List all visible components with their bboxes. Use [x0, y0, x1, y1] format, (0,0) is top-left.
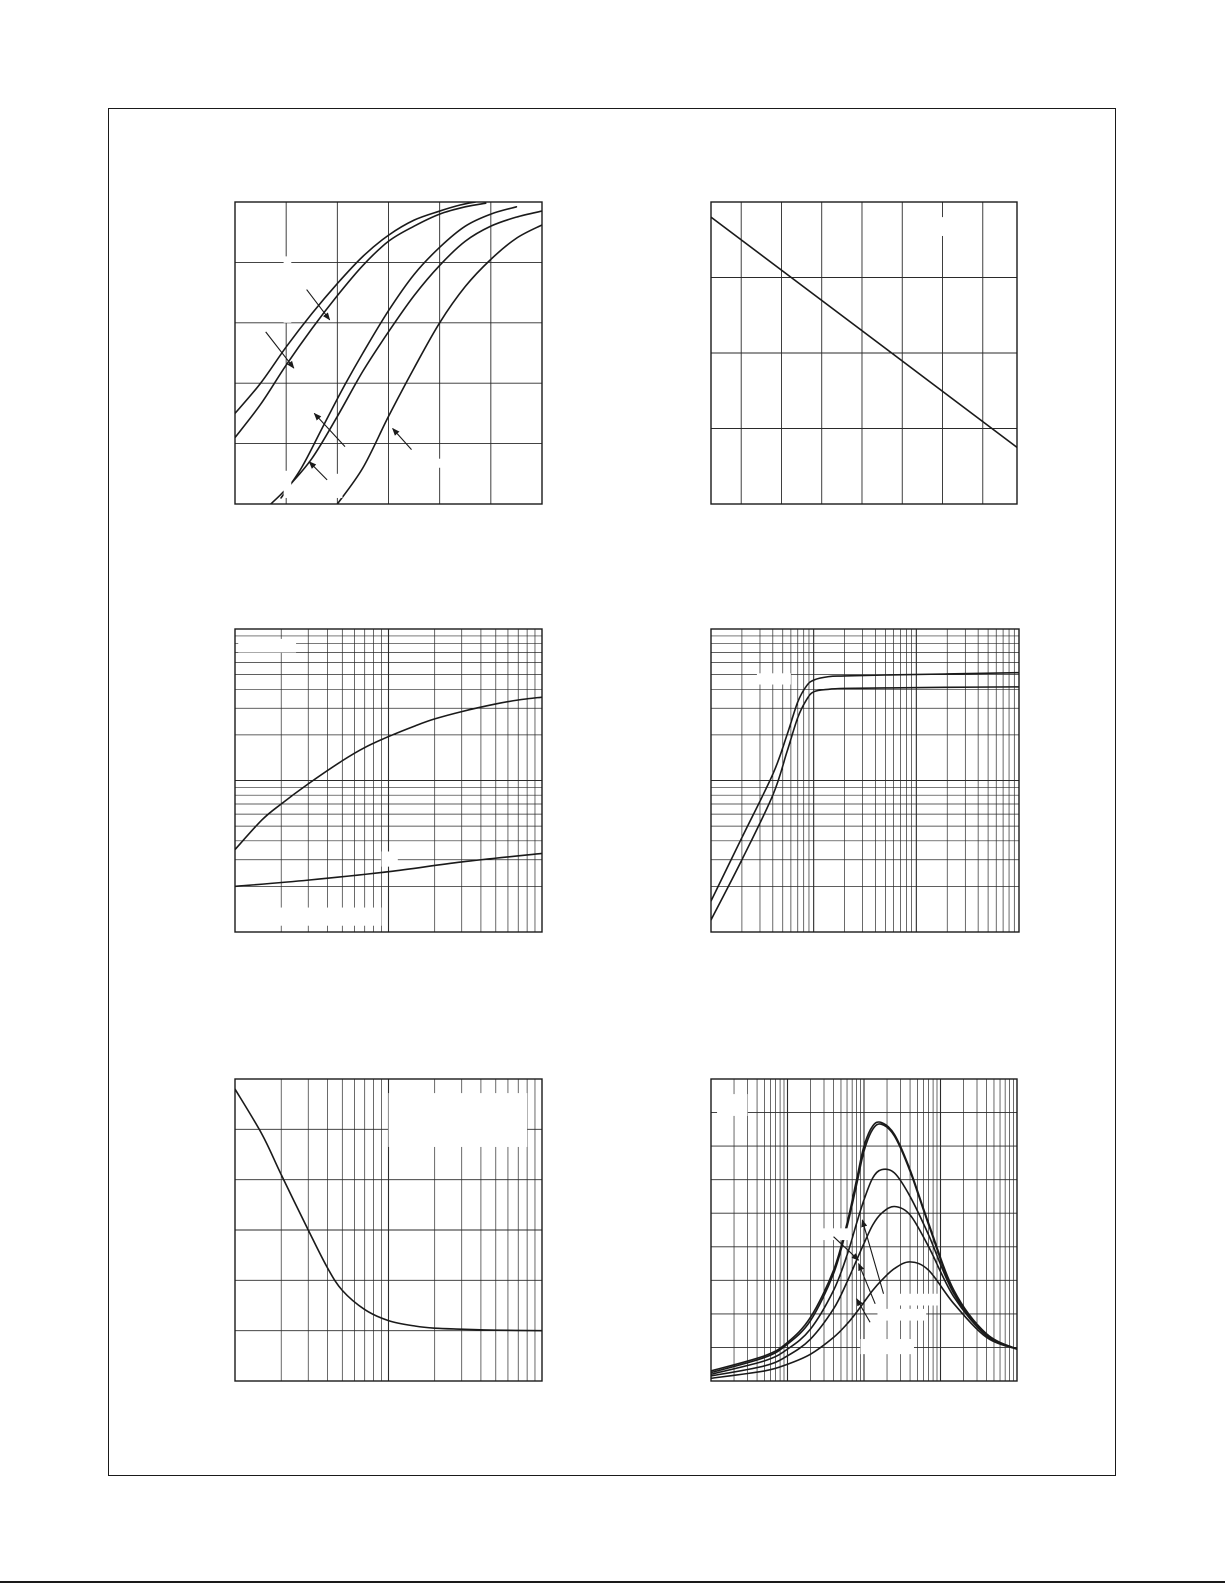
- fig1-series-3-line: [281, 207, 516, 498]
- fig4-curves: [711, 673, 1019, 920]
- fig6-label-area: [814, 1228, 848, 1240]
- fig5-chart: [235, 1079, 542, 1381]
- fig3-chart: [235, 629, 542, 932]
- fig4-series-2-line: [711, 687, 1019, 920]
- fig1-pointer-arrow: [266, 332, 294, 368]
- fig1-label-area: [437, 459, 450, 468]
- fig6-label-area: [893, 1294, 939, 1306]
- fig4-series-1-line: [711, 673, 1019, 901]
- fig3-label-area: [238, 639, 296, 653]
- fig5-label-area: [389, 1093, 528, 1147]
- fig1-series-2-line: [235, 203, 486, 437]
- fig3-label-area: [381, 851, 397, 866]
- fig6-label-area: [860, 1339, 913, 1354]
- fig6-label-area: [717, 1094, 747, 1116]
- fig6-chart: [711, 1079, 1017, 1381]
- fig6-pointer-arrow: [862, 1220, 883, 1294]
- fig1-label-area: [284, 256, 292, 322]
- fig2-label-area: [934, 217, 950, 236]
- fig1-label-area: [284, 471, 292, 498]
- fig2-series-1-line: [711, 217, 1017, 447]
- fig4-chart: [711, 629, 1019, 932]
- fig3-label-area: [262, 908, 381, 926]
- fig1-label-area: [335, 474, 343, 498]
- fig1-pointer-arrow: [314, 413, 345, 446]
- fig1-pointer-arrow: [393, 429, 412, 450]
- fig4-label-area: [757, 673, 791, 684]
- fig1-pointer-arrow: [309, 462, 327, 480]
- fig2-chart: [711, 202, 1017, 504]
- fig6-label-area: [877, 1309, 926, 1321]
- fig2-curves: [711, 217, 1017, 447]
- fig1-chart: [235, 202, 542, 504]
- fig2-grid: [711, 202, 1017, 504]
- fig1-series-4-line: [271, 211, 542, 504]
- fig6-grid: [711, 1079, 1017, 1381]
- fig3-grid: [235, 629, 542, 932]
